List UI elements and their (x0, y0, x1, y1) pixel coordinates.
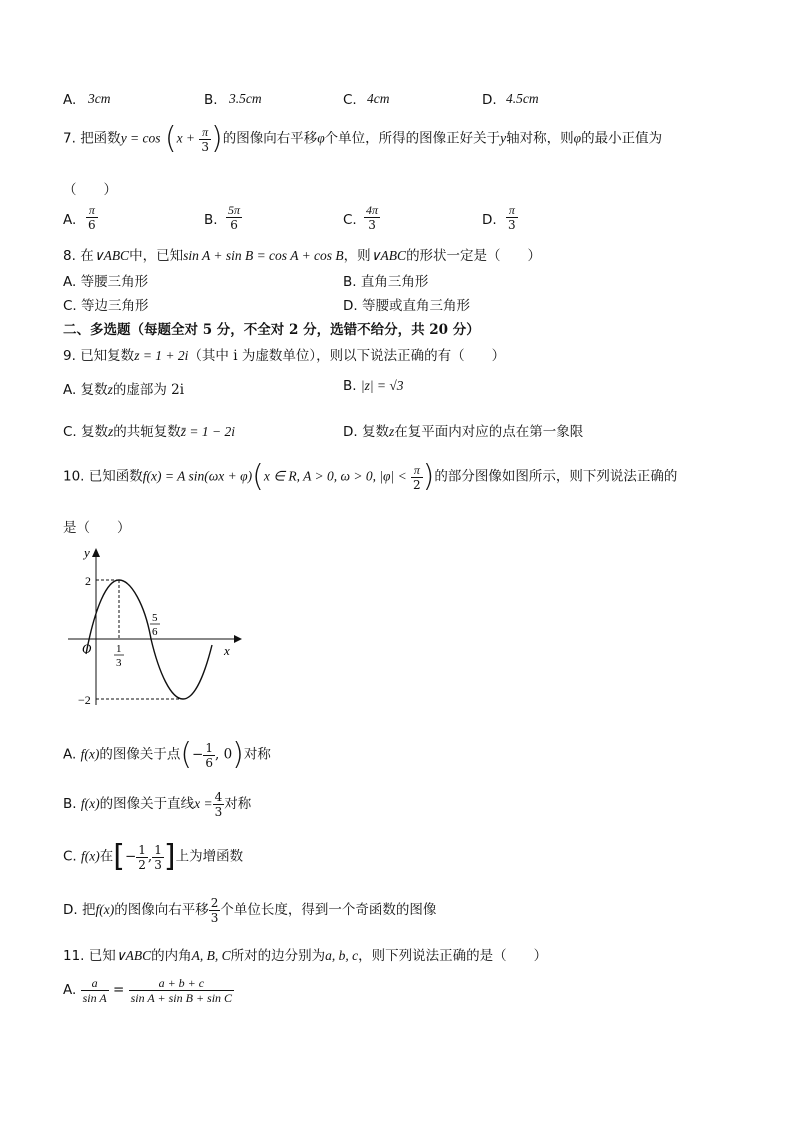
q8-triangle: ∨ABC (93, 248, 130, 263)
q7-stem (63, 121, 663, 156)
q7-text-c: 个单位，所得的图像正好关于 (324, 130, 501, 147)
q7-text-d: 轴对称，则 (506, 130, 574, 147)
q10-option-c: C. f(x)在[− $\frac{1}{2}$ , $\frac{1}{3}$ ]上为增函数 (63, 839, 244, 874)
q11-number: 11. (63, 948, 85, 964)
q10-fn: f(x) = A sin(ωx + φ) (142, 468, 253, 484)
q6-option-c-label: C. (343, 92, 357, 108)
q10-text-c: 是（ ） (63, 520, 131, 536)
q6-option-d-label: D. (482, 92, 497, 108)
q7-option-c-label: C. (343, 212, 357, 228)
q10-text-a: 已知函数 (88, 468, 143, 485)
x-axis-arrow-icon (234, 635, 242, 643)
q6-option-b-label: B. (204, 92, 218, 108)
q10-paren-open: ( (252, 459, 264, 494)
q7-number: 7. (63, 130, 76, 147)
q8-stem (63, 244, 541, 264)
q7-answer-blank: （ ） (63, 182, 117, 198)
q11-text-c: 所对的边分别为 (230, 948, 326, 964)
x2-denominator: 6 (152, 626, 158, 638)
q10-sine-graph (62, 545, 242, 710)
q8-triangle-2: ∨ABC (370, 248, 407, 263)
q7-phi: φ (317, 130, 325, 146)
q10-option-d: D. 把f(x)的图像向右平移 $\frac{2}{3}$ 个单位长度，得到一个奇函数的图像 (63, 896, 437, 925)
q9-text-b: （其中 i 为虚数单位），则以下说法正确的有（ ） (188, 348, 506, 364)
q8-option-c: C. 等边三角形 (63, 298, 149, 314)
q9-text-a: 已知复数 (80, 348, 135, 364)
q7-arg-x: x + (176, 130, 196, 146)
q7-option-a-fraction: $\frac{\pi}{6}$ (88, 203, 96, 232)
q7-option-a-label: A. (63, 212, 77, 228)
q8-option-d: D. 等腰或直角三角形 (343, 298, 470, 314)
q10-stem (63, 459, 678, 494)
y-max-label: 2 (85, 574, 91, 588)
q11-angles: A, B, C (191, 948, 231, 963)
q9-option-c: C. 复数z的共轭复数z̄ = 1 − 2i (63, 424, 236, 440)
q8-equation: sin A + sin B = cos A + cos B (183, 248, 344, 263)
q10-text-b: 的部分图像如图所示，则下列说法正确的 (434, 468, 678, 485)
q8-text-b: 中，已知 (129, 248, 184, 264)
q8-option-b: B. 直角三角形 (343, 274, 429, 290)
q9-option-a: A. 复数z的虚部为 2i (63, 382, 185, 398)
q7-option-c-fraction: $\frac{4\pi}{3}$ (366, 203, 379, 232)
q6-option-a-value: 3cm (88, 91, 111, 106)
q8-text-d: 的形状一定是（ ） (406, 248, 542, 264)
y-axis-label: y (84, 545, 90, 560)
q9-equation: z = 1 + 2i (134, 348, 189, 363)
q8-option-a: A. 等腰三角形 (63, 274, 149, 290)
q6-option-c-value: 4cm (367, 91, 390, 106)
q11-stem (63, 944, 547, 964)
y-axis-arrow-icon (92, 548, 100, 557)
q10-paren-close: ) (422, 459, 435, 494)
q11-text-a: 已知 (88, 948, 116, 964)
q11-text-d: ，则下列说法正确的是（ ） (358, 948, 548, 964)
q7-option-d-fraction: $\frac{\pi}{3}$ (508, 203, 516, 232)
q10-number: 10. (63, 468, 85, 485)
x1-denominator: 3 (116, 657, 122, 669)
q9-stem (63, 344, 505, 364)
q7-text-b: 的图像向右平移 (222, 130, 318, 147)
q7-y-axis: y (500, 130, 507, 146)
q7-text-e: 的最小正值为 (581, 130, 663, 147)
q6-option-b-value: 3.5cm (229, 91, 262, 106)
q7-text-a: 把函数 (80, 130, 121, 147)
q9-option-b: B. |z| = √3 (343, 378, 404, 394)
q6-option-a-label: A. (63, 92, 77, 108)
q7-paren-close: ) (210, 121, 223, 156)
section-title: 二、多选题（每题全对 5 分，不全对 2 分，选错不给分，共 20 分） (63, 322, 480, 338)
q6-option-d-value: 4.5cm (506, 91, 539, 106)
q10-condition: x ∈ R, A > 0, ω > 0, |φ| < (263, 468, 407, 484)
q9-option-d: D. 复数z在复平面内对应的点在第一象限 (343, 424, 584, 440)
q7-arg-fraction: $\frac{\pi}{3}$ (201, 124, 209, 154)
q9-number: 9. (63, 348, 76, 364)
q7-fn: y = cos (120, 130, 161, 146)
q7-paren-open: ( (164, 121, 177, 156)
q8-number: 8. (63, 248, 76, 264)
q8-text-a: 在 (80, 248, 94, 264)
y-min-label: −2 (78, 693, 91, 707)
q7-phi-2: φ (573, 130, 582, 146)
q10-option-b: B. f(x)的图像关于直线x = $\frac{4}{3}$ 对称 (63, 790, 252, 819)
x1-numerator: 1 (116, 643, 122, 655)
q7-option-b-fraction: $\frac{5\pi}{6}$ (228, 203, 241, 232)
x-axis-label: x (224, 643, 230, 658)
q8-text-c: ，则 (343, 248, 371, 264)
origin-label: O (82, 641, 92, 656)
q7-option-b-label: B. (204, 212, 218, 228)
q11-option-a: A. $\frac{a}{\text{sin A}}$ = $\frac{a + b + c}{\text{sin A + sin B + sin C}}$ (63, 976, 233, 1005)
q11-triangle: ∨ABC (115, 948, 152, 963)
q11-text-b: 的内角 (151, 948, 192, 964)
q11-sides: a, b, c (325, 948, 359, 963)
x2-numerator: 5 (152, 612, 158, 624)
q10-condition-fraction: $\frac{\pi}{2}$ (413, 462, 421, 492)
q10-option-a: A. f(x)的图像关于点(− $\frac{1}{6}$ , 0)对称 (63, 737, 271, 772)
q7-option-d-label: D. (482, 212, 497, 228)
